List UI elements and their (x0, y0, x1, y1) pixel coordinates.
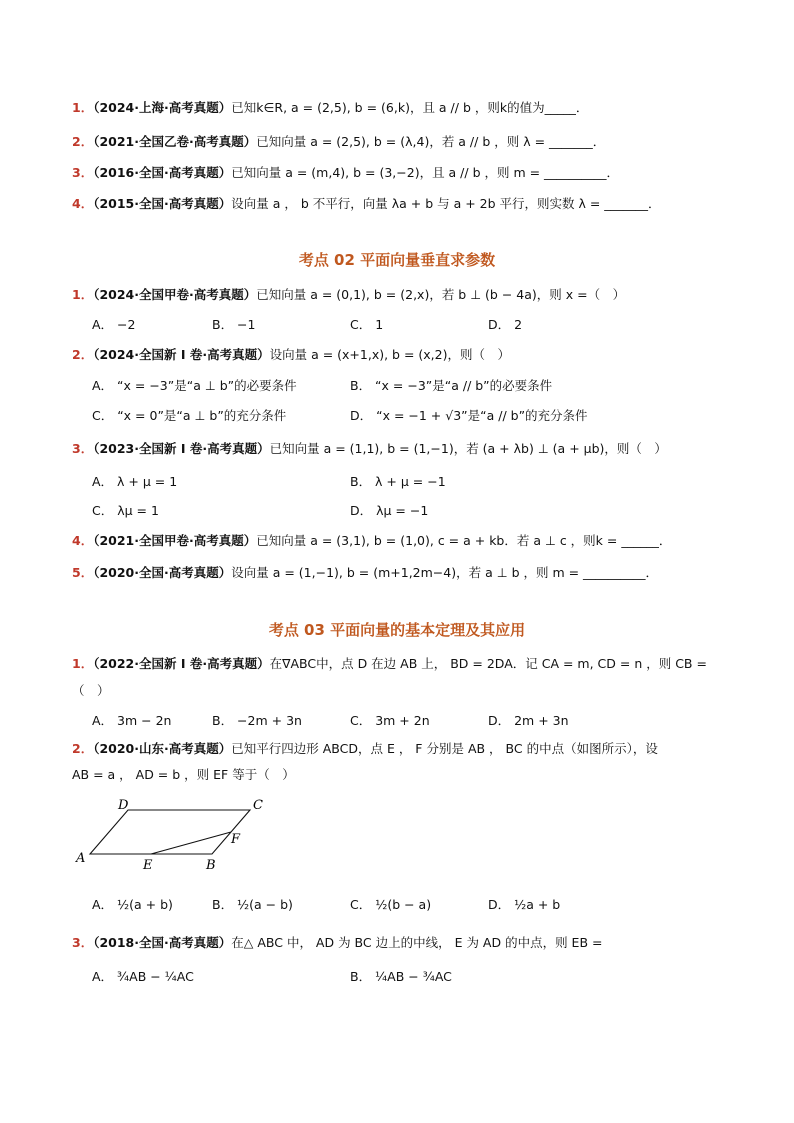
option-3-2-a: A． ½(a + b) (92, 897, 173, 912)
problem-2-2: 2．（2024·全国新 I 卷·高考真题）设向量 a = (x+1,x), b = (x,2)，则（ ） (72, 347, 510, 362)
problem-1-1: 1．（2024·上海·高考真题）已知k∈R, a = (2,5), b = (6,k)，且 a // b ，则k的值为_____． (72, 100, 589, 115)
problem-3-2: 2．（2020·山东·高考真题）已知平行四边形 ABCD，点 E ， F 分别是 AB ， BC 的中点（如图所示），设 (72, 741, 658, 756)
label-f: F (231, 832, 241, 847)
problem-3-2-cont: AB = a ， AD = b ，则 EF 等于（ ） (72, 767, 295, 782)
option-3-2-d: D． ½a + b (488, 897, 561, 912)
problem-2-5: 5．（2020·全国·高考真题）设向量 a = (1,−1), b = (m+1,2m−4)，若 a ⊥ b ，则 m = __________． (72, 565, 659, 580)
label-c: C (253, 798, 263, 813)
option-3-1-a: A． 3m − 2n (92, 713, 172, 728)
option-3-2-c: C． ½(b − a) (350, 897, 432, 912)
problem-2-3: 3．（2023·全国新 I 卷·高考真题）已知向量 a = (1,1), b = (1,−1)，若 (a + λb) ⊥ (a + μb)，则（ ） (72, 441, 667, 456)
option-2-1-d: D． 2 (488, 317, 523, 332)
problem-1-4: 4．（2015·全国·高考真题）设向量 a ， b 不平行，向量 λa + b 与 a + 2b 平行，则实数 λ = _______． (72, 196, 661, 211)
option-3-1-b: B． −2m + 3n (212, 713, 302, 728)
parallelogram-abcd (90, 810, 250, 854)
section-heading-02: 考点 02 平面向量垂直求参数 (298, 251, 496, 269)
option-2-1-c: C． 1 (350, 317, 384, 332)
problem-3-3: 3．（2018·全国·高考真题）在△ ABC 中， AD 为 BC 边上的中线， E 为 AD 的中点，则 EB = (72, 935, 603, 950)
option-2-3-a: A． λ + μ = 1 (92, 474, 178, 489)
parallelogram-figure (72, 796, 282, 876)
label-e: E (143, 858, 153, 873)
option-3-3-a: A． ¾AB − ¼AC (92, 969, 194, 984)
label-b: B (206, 858, 216, 873)
option-3-3-b: B． ¼AB − ¾AC (350, 969, 452, 984)
problem-3-1: 1．（2022·全国新 I 卷·高考真题）在∇ABC中，点 D 在边 AB 上， BD = 2DA．记 CA = m, CD = n ，则 CB = (72, 656, 707, 671)
option-2-2-c: C． “x = 0”是“a ⊥ b”的充分条件 (92, 408, 287, 423)
option-2-3-c: C． λμ = 1 (92, 503, 159, 518)
option-2-3-d: D． λμ = −1 (350, 503, 429, 518)
option-3-2-b: B． ½(a − b) (212, 897, 293, 912)
problem-2-4: 4．（2021·全国甲卷·高考真题）已知向量 a = (3,1), b = (1,0), c = a + kb．若 a ⊥ c ，则k = ______． (72, 533, 672, 548)
option-2-1-a: A． −2 (92, 317, 136, 332)
option-2-3-b: B． λ + μ = −1 (350, 474, 446, 489)
label-a: A (76, 851, 86, 866)
option-2-2-a: A． “x = −3”是“a ⊥ b”的必要条件 (92, 378, 297, 393)
option-2-1-b: B． −1 (212, 317, 256, 332)
section-heading-03: 考点 03 平面向量的基本定理及其应用 (268, 621, 526, 639)
option-2-2-d: D． “x = −1 + √3”是“a // b”的充分条件 (350, 408, 588, 423)
problem-1-2: 2．（2021·全国乙卷·高考真题）已知向量 a = (2,5), b = (λ,4)，若 a // b ，则 λ = _______． (72, 134, 606, 149)
problem-1-3: 3．（2016·全国·高考真题）已知向量 a = (m,4), b = (3,−2)，且 a // b ，则 m = __________． (72, 165, 620, 180)
option-2-2-b: B． “x = −3”是“a // b”的必要条件 (350, 378, 553, 393)
problem-3-1-cont: （ ） (72, 683, 110, 698)
option-3-1-d: D． 2m + 3n (488, 713, 569, 728)
problem-2-1: 1．（2024·全国甲卷·高考真题）已知向量 a = (0,1), b = (2,x)，若 b ⊥ (b − 4a)，则 x =（ ） (72, 287, 626, 302)
label-d: D (118, 798, 129, 813)
option-3-1-c: C． 3m + 2n (350, 713, 430, 728)
segment-ef (151, 832, 231, 854)
